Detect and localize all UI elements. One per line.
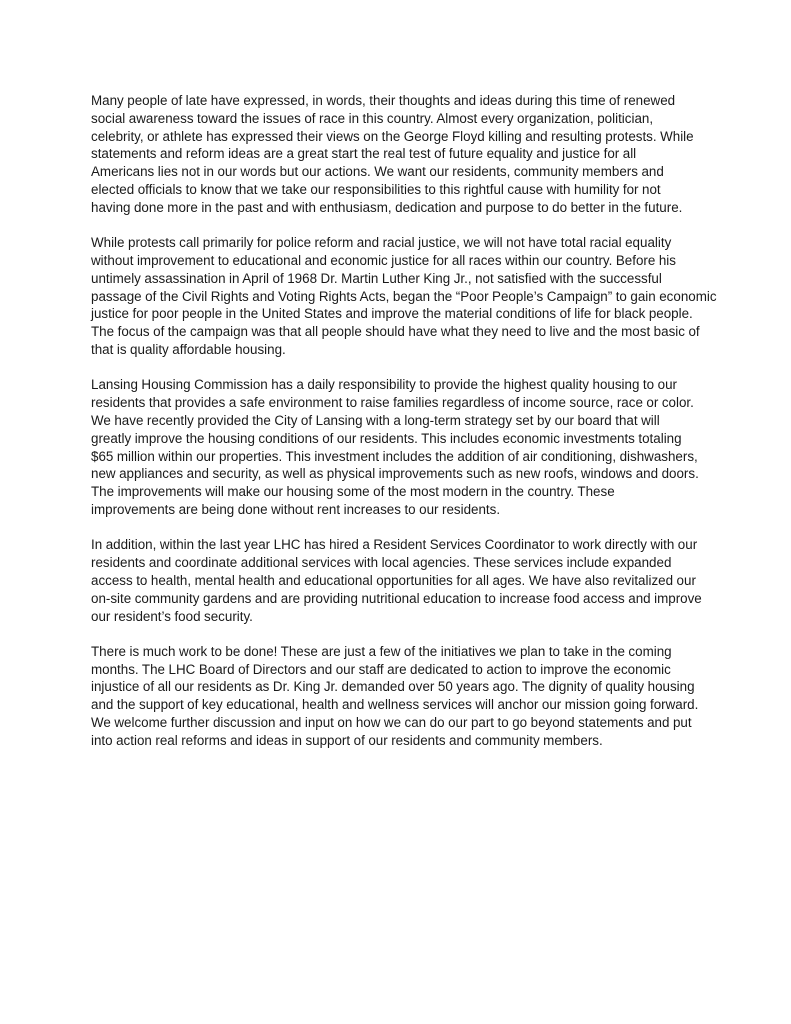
paragraph-4: In addition, within the last year LHC has hired a Resident Services Coordinator to work directly with our residents and coordinate additional services with local agencies. These services include expanded access to health, mental health and educational opportunities for all ages. We have also revitalized our on-site community gardens and are providing nutritional education to increase food access and improve our resident’s food security. bbox=[91, 537, 702, 624]
paragraph-3: Lansing Housing Commission has a daily responsibility to provide the highest quality housing to our residents that provides a safe environment to raise families regardless of income source, race or color. We have recently provided the City of Lansing with a long-term strategy set by our board that will greatly improve the housing conditions of our residents. This includes economic investments totaling $65 million within our properties. This investment includes the addition of air conditioning, dishwashers, new appliances and security, as well as physical improvements such as new roofs, windows and doors. The improvements will make our housing some of the most modern in the country. These improvements are being done without rent increases to our residents. bbox=[91, 377, 699, 517]
letter-body bbox=[91, 92, 717, 767]
paragraph-2: While protests call primarily for police reform and racial justice, we will not have total racial equality without improvement to educational and economic justice for all races within our country. Before his untimely assassination in April of 1968 Dr. Martin Luther King Jr., not satisfied with the successful passage of the Civil Rights and Voting Rights Acts, began the “Poor People’s Campaign” to gain economic justice for poor people in the United States and improve the material conditions of life for black people. The focus of the campaign was that all people should have what they need to live and the most basic of that is quality affordable housing. bbox=[91, 235, 717, 357]
paragraph-5: There is much work to be done! These are just a few of the initiatives we plan to take in the coming months. The LHC Board of Directors and our staff are dedicated to action to improve the economic injustice of all our residents as Dr. King Jr. demanded over 50 years ago. The dignity of quality housing and the support of key educational, health and wellness services will anchor our mission going forward. We welcome further discussion and input on how we can do our part to go beyond statements and put into action real reforms and ideas in support of our residents and community members. bbox=[91, 643, 699, 748]
paragraph-1: Many people of late have expressed, in words, their thoughts and ideas during this time of renewed social awareness toward the issues of race in this country. Almost every organization, politician, celebrity, or athlete has expressed their views on the George Floyd killing and resulting protests. While statements and reform ideas are a great start the real test of future equality and justice for all Americans lies not in our words but our actions. We want our residents, community members and elected officials to know that we take our responsibilities to this rightful cause with humility for not having done more in the past and with enthusiasm, dedication and purpose to do better in the future. bbox=[91, 93, 694, 215]
